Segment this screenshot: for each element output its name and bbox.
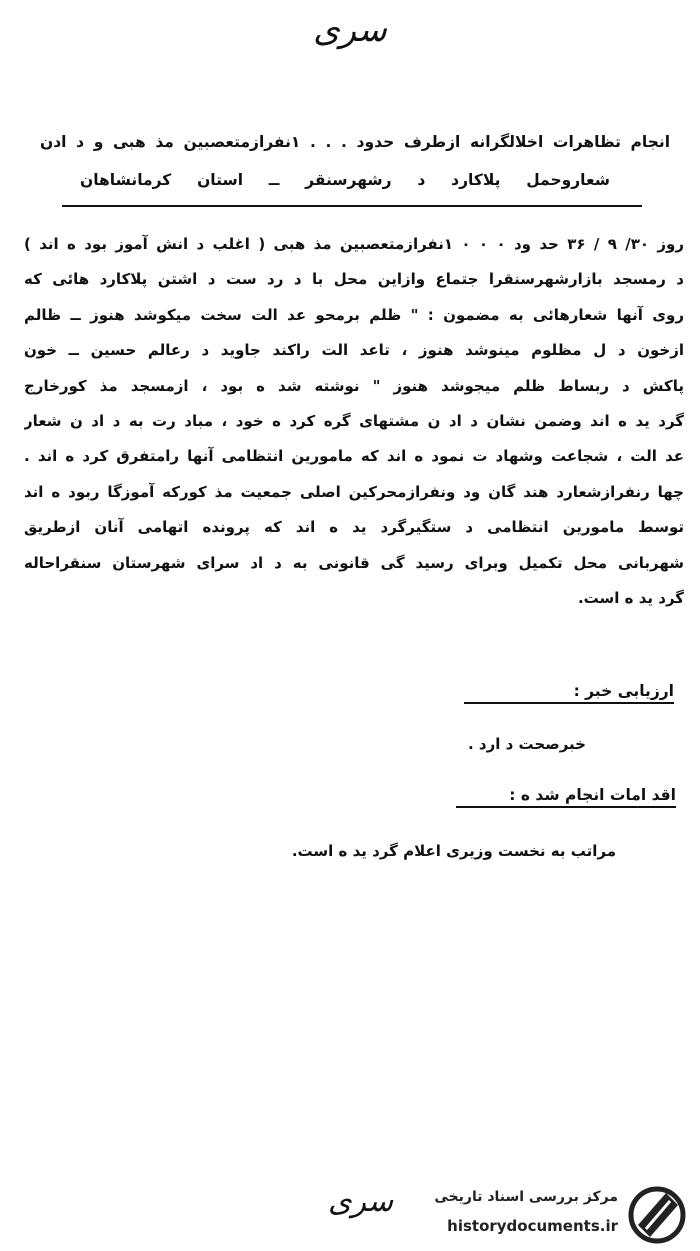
body-line: پاکش د ربساط ظلم میجوشد هنوز " نوشته شد ه بود ، ازمسجد مذ کورخارج bbox=[24, 376, 684, 395]
body-line: ازخون د ل مظلوم مینوشد هنوز ، تاعد الت راکند جاوید د رعالم حسین ــ خون bbox=[24, 341, 684, 360]
evaluation-text: خبرصحت د ارد . bbox=[468, 735, 586, 753]
watermark-english: historydocuments.ir bbox=[447, 1217, 618, 1235]
body-line: روی آنها شعارهائی به مضمون : " ظلم برمحو عد الت سخت میکوشد هنوز ــ ظالم bbox=[24, 305, 684, 324]
watermark-persian: مرکز بررسی اسناد تاریخی bbox=[434, 1189, 618, 1205]
report-body bbox=[24, 227, 684, 616]
body-line: گرد ید ه اند وضمن نشان د اد ن مشتهای گره کرد ه خود ، مباد رت به د اد ن شعار bbox=[24, 411, 684, 430]
archive-logo-icon bbox=[626, 1185, 688, 1245]
document-title-line-1: انجام تظاهرات اخلالگرانه ازطرف حدود . . . ۱نفرازمتعصبین مذ هبی و د ادن bbox=[40, 133, 671, 151]
body-line: عد الت ، شجاعت وشهاد ت نمود ه اند که مامورین انتظامی آنها رامتفرق کرد ه اند . bbox=[24, 447, 684, 466]
classification-stamp-bottom: سری bbox=[328, 1184, 394, 1219]
body-line: گرد ید ه است. bbox=[577, 588, 684, 607]
body-line: روز ۳۰/ ۹ / ۳۶ حد ود ۰ ۰ ۰ ۱نفرازمتعصبین مذ هبی ( اغلب د انش آموز بود ه اند ) bbox=[24, 235, 684, 253]
document-title-line-2: شعاروحمل پلاکارد د رشهرسنقر ــ استان کرمانشاهان bbox=[80, 171, 610, 189]
classification-stamp-top: سری bbox=[313, 10, 387, 50]
body-line: چها رنفرازشعارد هند گان ود ونفرازمحرکین اصلی جمعیت مذ کورکه آموزگا ربود ه اند bbox=[24, 482, 684, 501]
body-line: توسط مامورین انتظامی د ستگیرگرد ید ه اند که پرونده اتهامی آنان ازطریق bbox=[24, 518, 684, 537]
archive-watermark bbox=[430, 1185, 692, 1247]
body-line: شهربانی محل تکمیل وبرای رسید گی قانونی به د اد سرای شهرستان سنقراحاله bbox=[24, 553, 684, 572]
actions-text: مراتب به نخست وزیری اعلام گرد ید ه است. bbox=[291, 842, 616, 860]
evaluation-heading: ارزیابی خبر : bbox=[464, 682, 674, 704]
body-line: د رمسجد بازارشهرسنقرا جتماع وازاین محل با د رد ست د اشتن پلاکارد هائی که bbox=[24, 270, 684, 289]
actions-heading: اقد امات انجام شد ه : bbox=[456, 786, 676, 808]
title-underline bbox=[62, 205, 642, 207]
